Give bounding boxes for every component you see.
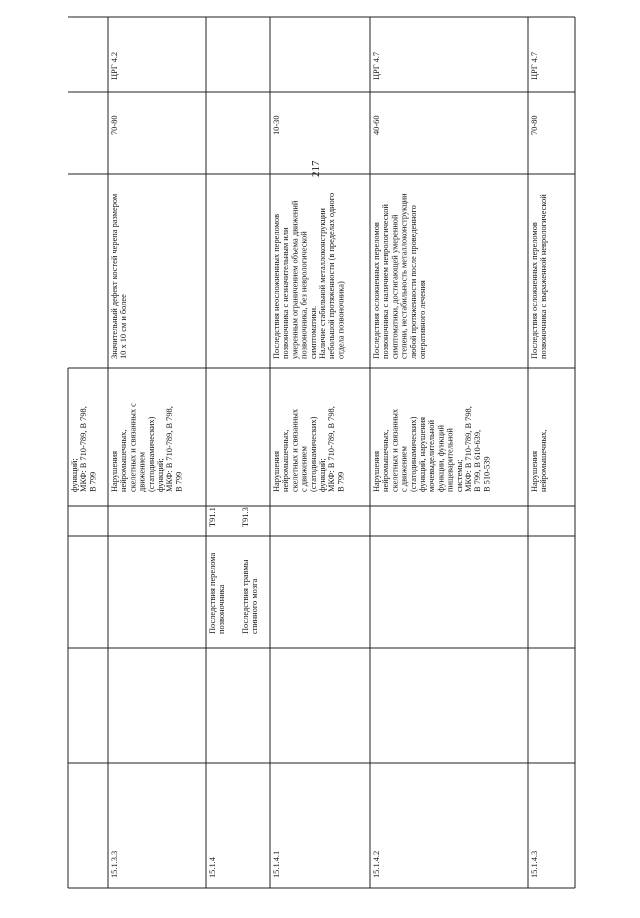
row-2-nosology-line: МКФ: В 710-789, В 798, xyxy=(165,406,175,492)
row-5-id xyxy=(372,851,381,878)
row-4-criteria-text xyxy=(272,193,345,359)
row-5-criteria-text xyxy=(372,193,427,359)
row-4-rating-line: 10-30 xyxy=(272,115,281,135)
row-3-disease-1 xyxy=(208,552,226,634)
row-4-criteria-line: Наличие стабильной металлоконструкции xyxy=(318,208,327,359)
row-5-nosology-line: В 799, В 610-639, xyxy=(473,429,483,492)
row-5-nosology-line: мочевыделительной xyxy=(427,420,437,492)
row-4-criteria-line: Последствия неосложненных переломов xyxy=(272,213,281,359)
row-4-rating xyxy=(272,115,281,135)
row-6-criteria-line: Последствия осложненных переломов xyxy=(530,222,539,359)
row-1-nosology-text xyxy=(70,406,97,492)
row-5-criteria-line: позвоночника с наличием неврологической xyxy=(381,204,391,359)
row-2-code-text xyxy=(110,52,119,80)
row-2-id xyxy=(110,851,119,878)
row-5-nosology xyxy=(372,406,491,492)
row-6-nosology-line: Нарушения xyxy=(530,450,539,492)
row-6-nosology-line: нейромышечных, xyxy=(539,429,549,492)
row-3-disease-2-line: Последствия травмы xyxy=(241,559,250,634)
row-2-criteria-line: Значительный дефект костей черепа размером xyxy=(110,193,119,359)
row-5-nosology-line: функции, функций xyxy=(436,425,446,492)
row-4-criteria-line: позвоночника с незначительным или xyxy=(281,227,291,359)
row-2-criteria-line: 10 х 10 см и более xyxy=(119,294,129,359)
row-3-icd-2-line: Т91.3 xyxy=(241,507,250,527)
row-6-criteria xyxy=(530,194,548,359)
row-4-id-text xyxy=(272,851,281,878)
row-2-nosology xyxy=(110,403,183,492)
row-5-code xyxy=(372,52,381,80)
row-2-nosology-line: скелетных и связанных с xyxy=(128,403,138,492)
row-4-id-line: 15.1.4.1 xyxy=(272,850,281,878)
row-5-id-line: 15.1.4.2 xyxy=(372,850,381,878)
row-3-icd-2 xyxy=(241,507,250,527)
row-4-criteria-line: симптоматики. xyxy=(308,305,318,359)
row-5-criteria-line: оперативного лечения xyxy=(418,280,427,359)
row-4-nosology-line: нейромышечных, xyxy=(281,429,291,492)
row-4-nosology-line: МКФ: В 710-789, В 798, xyxy=(327,406,337,492)
row-2-nosology-line: Нарушения xyxy=(110,450,119,492)
row-2-criteria-text xyxy=(110,193,128,359)
row-5-code-line: ЦРГ 4.7 xyxy=(372,51,381,80)
row-2-nosology-line: движением xyxy=(137,451,147,492)
row-4-nosology xyxy=(272,406,345,492)
row-5-nosology-line: МКФ: В 710-789, В 798, xyxy=(464,406,473,492)
row-3-icd-2-text xyxy=(241,507,250,527)
row-4-rating-text xyxy=(272,115,281,135)
row-3-id-line: 15.1.4 xyxy=(208,857,217,878)
row-4-id xyxy=(272,851,281,878)
row-2-rating-text xyxy=(110,115,119,135)
row-2-nosology-text xyxy=(110,403,183,492)
row-6-code-text xyxy=(530,52,539,80)
row-6-id-line: 15.1.4.3 xyxy=(530,850,539,878)
row-2-rating xyxy=(110,115,119,135)
row-3-disease-2-text xyxy=(241,559,259,634)
row-3-disease-2 xyxy=(241,559,259,634)
row-5-nosology-line: пищеварительной xyxy=(445,428,455,492)
row-5-nosology-text xyxy=(372,406,491,492)
row-5-nosology-line: скелетных и связанных xyxy=(390,408,400,492)
row-2-nosology-line: функций; xyxy=(156,458,165,492)
row-6-rating-line: 70-80 xyxy=(530,115,539,135)
row-2-id-line: 15.1.3.3 xyxy=(110,850,119,878)
row-4-nosology-line: (статодинамических) xyxy=(308,416,318,492)
row-5-code-text xyxy=(372,52,381,80)
row-6-id-text xyxy=(530,851,539,878)
row-3-disease-2-line: спинного мозга xyxy=(250,578,260,634)
row-5-nosology-line: с движением xyxy=(399,446,409,492)
row-2-code xyxy=(110,52,119,80)
row-3-icd-1-text xyxy=(208,507,217,527)
row-5-criteria-line: симптоматики, достигающей умеренной xyxy=(390,214,400,359)
row-2-criteria xyxy=(110,193,128,359)
row-5-criteria-line: степени, нестабильность металлоконструкции xyxy=(399,193,409,359)
row-4-criteria-line: отдела позвоночника) xyxy=(336,281,346,359)
row-2-id-text xyxy=(110,851,119,878)
row-3-id-text xyxy=(208,856,217,878)
row-4-criteria-line: позвоночника, без неврологической xyxy=(299,231,309,359)
row-3-disease-1-line: позвоночника xyxy=(217,584,227,634)
row-5-nosology-line: функций, нарушения xyxy=(418,416,427,492)
row-4-nosology-text xyxy=(272,406,345,492)
row-5-rating-line: 40-60 xyxy=(372,115,381,135)
row-3-id xyxy=(208,856,217,878)
row-4-nosology-line: функций; xyxy=(318,458,327,492)
row-5-nosology-line: (статодинамических) xyxy=(408,416,418,492)
row-4-criteria-line: небольшой протяженности (в пределах одного xyxy=(327,192,337,359)
row-5-rating xyxy=(372,115,381,135)
row-2-nosology-line: В 799 xyxy=(174,471,184,492)
row-5-criteria-line: Последствия осложненных переломов xyxy=(372,222,381,359)
row-1-nosology-line: В 799 xyxy=(88,471,98,492)
row-2-nosology-line: (статодинамических) xyxy=(146,416,156,492)
page-number: 217 xyxy=(310,160,322,177)
row-5-nosology-line: В 510-539 xyxy=(482,456,492,492)
row-6-criteria-text xyxy=(530,194,548,359)
row-3-icd-1 xyxy=(208,507,217,527)
row-2-rating-line: 70-80 xyxy=(110,115,119,135)
row-1-nosology-line: функций; xyxy=(70,458,79,492)
row-4-nosology-line: скелетных и связанных xyxy=(290,408,300,492)
row-2-nosology-line: нейромышечных, xyxy=(119,429,129,492)
row-6-criteria-line: позвоночника с выраженной неврологической xyxy=(539,194,549,359)
row-6-rating-text xyxy=(530,115,539,135)
row-5-criteria-line: любой протяженности после проведенного xyxy=(408,205,418,359)
row-6-rating xyxy=(530,115,539,135)
row-5-criteria xyxy=(372,193,427,359)
row-6-code-line: ЦРГ 4.7 xyxy=(530,51,539,80)
row-6-id xyxy=(530,851,539,878)
row-5-nosology-line: Нарушения xyxy=(372,450,381,492)
row-5-rating-text xyxy=(372,115,381,135)
row-3-disease-1-text xyxy=(208,552,226,634)
row-6-nosology-text xyxy=(530,430,548,492)
row-6-code xyxy=(530,52,539,80)
row-5-nosology-line: нейромышечных, xyxy=(381,429,391,492)
row-1-nosology-line: МКФ: В 710-789, В 798, xyxy=(79,406,89,492)
row-4-criteria-line: умеренным ограничением объема движений xyxy=(290,200,300,359)
row-5-nosology-line: системы; xyxy=(454,459,464,492)
row-1-nosology xyxy=(70,406,97,492)
row-4-nosology-line: с движением xyxy=(299,446,309,492)
row-4-nosology-line: Нарушения xyxy=(272,450,281,492)
row-5-id-text xyxy=(372,851,381,878)
row-6-nosology xyxy=(530,430,548,492)
row-3-icd-1-line: Т91.1 xyxy=(208,507,217,527)
row-4-nosology-line: В 799 xyxy=(336,471,346,492)
row-4-criteria xyxy=(272,193,345,359)
row-3-disease-1-line: Последствия перелома xyxy=(208,552,217,634)
row-2-code-line: ЦРГ 4.2 xyxy=(110,51,119,80)
